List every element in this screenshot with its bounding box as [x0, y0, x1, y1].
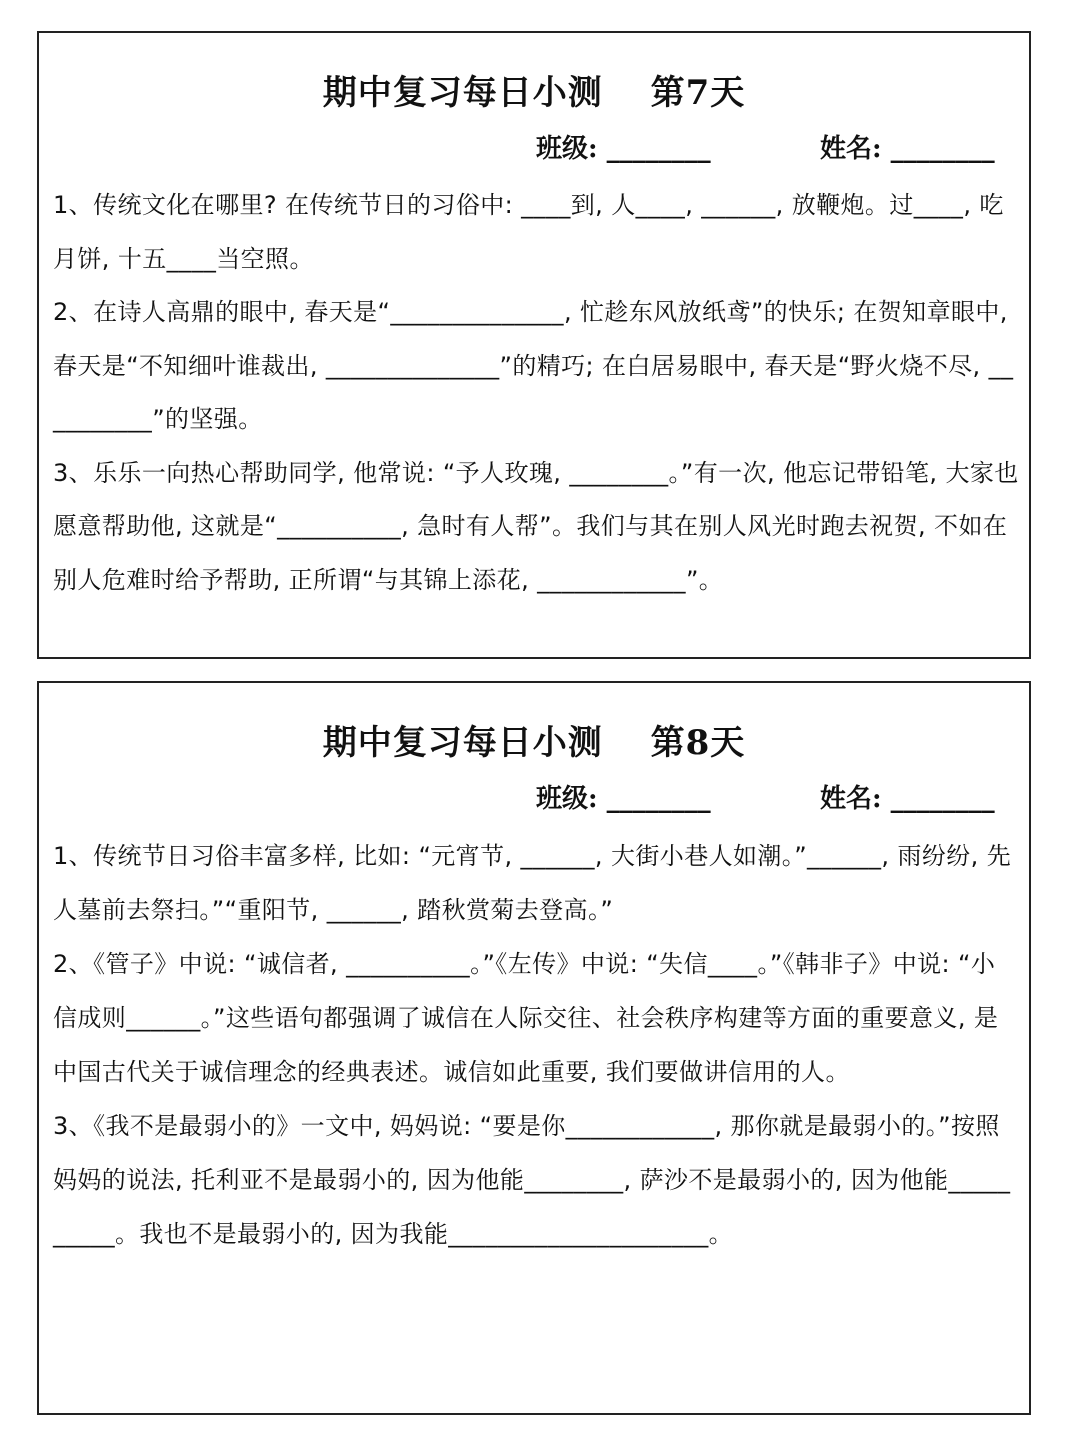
- quiz-card-day8: [37, 681, 1031, 1415]
- question-2: 2、《管子》中说: “诚信者, __________。”《左传》中说: “失信____。”《韩非子》中说: “小信成则______。”这些语句都强调了诚信在人际交往、社会秩序构建等方面的重要意义, 是中国古代关于诚信理念的经典表述。诚信如此重要, 我们要做讲信用的人。: [53, 950, 999, 1086]
- question-list: [53, 179, 1019, 607]
- name-field: 姓名: ________: [820, 784, 995, 814]
- question-1: 1、传统节日习俗丰富多样, 比如: “元宵节, ______, 大街小巷人如潮。”______, 雨纷纷, 先人墓前去祭扫。”“重阳节, ______, 踏秋赏菊去登高。”: [53, 842, 1012, 924]
- page-title: 期中复习每日小测 第7天: [322, 73, 746, 113]
- class-field: 班级: ________: [536, 784, 711, 814]
- name-field: 姓名: ________: [820, 134, 995, 164]
- question-3: 3、《我不是最弱小的》一文中, 妈妈说: “要是你____________, 那你就是最弱小的。”按照妈妈的说法, 托利亚不是最弱小的, 因为他能________, 萨沙不是最弱小的, 因为他能__________。我也不是最弱小的, 因为我能_____________________。: [53, 1112, 1011, 1248]
- page-title: 期中复习每日小测 第8天: [322, 723, 746, 763]
- question-3: 3、乐乐一向热心帮助同学, 他常说: “予人玫瑰, ________。”有一次, 他忘记带铅笔, 大家也愿意帮助他, 这就是“__________, 急时有人帮”。我们与其在别人风光时跑去祝贺, 不如在别人危难时给予帮助, 正所谓“与其锦上添花, ____________”。: [53, 458, 1019, 594]
- class-field: 班级: ________: [536, 134, 711, 164]
- question-list: [53, 829, 1019, 1261]
- question-2: 2、在诗人高鼎的眼中, 春天是“______________, 忙趁东风放纸鸢”的快乐; 在贺知章眼中, 春天是“不知细叶谁裁出, ______________”的精巧; 在白居易眼中, 春天是“野火烧不尽, __________”的坚强。: [53, 298, 1014, 433]
- quiz-card-day7: [37, 31, 1031, 659]
- question-1: 1、传统文化在哪里? 在传统节日的习俗中: ____到, 人____, ______, 放鞭炮。过____, 吃月饼, 十五____当空照。: [53, 191, 1004, 273]
